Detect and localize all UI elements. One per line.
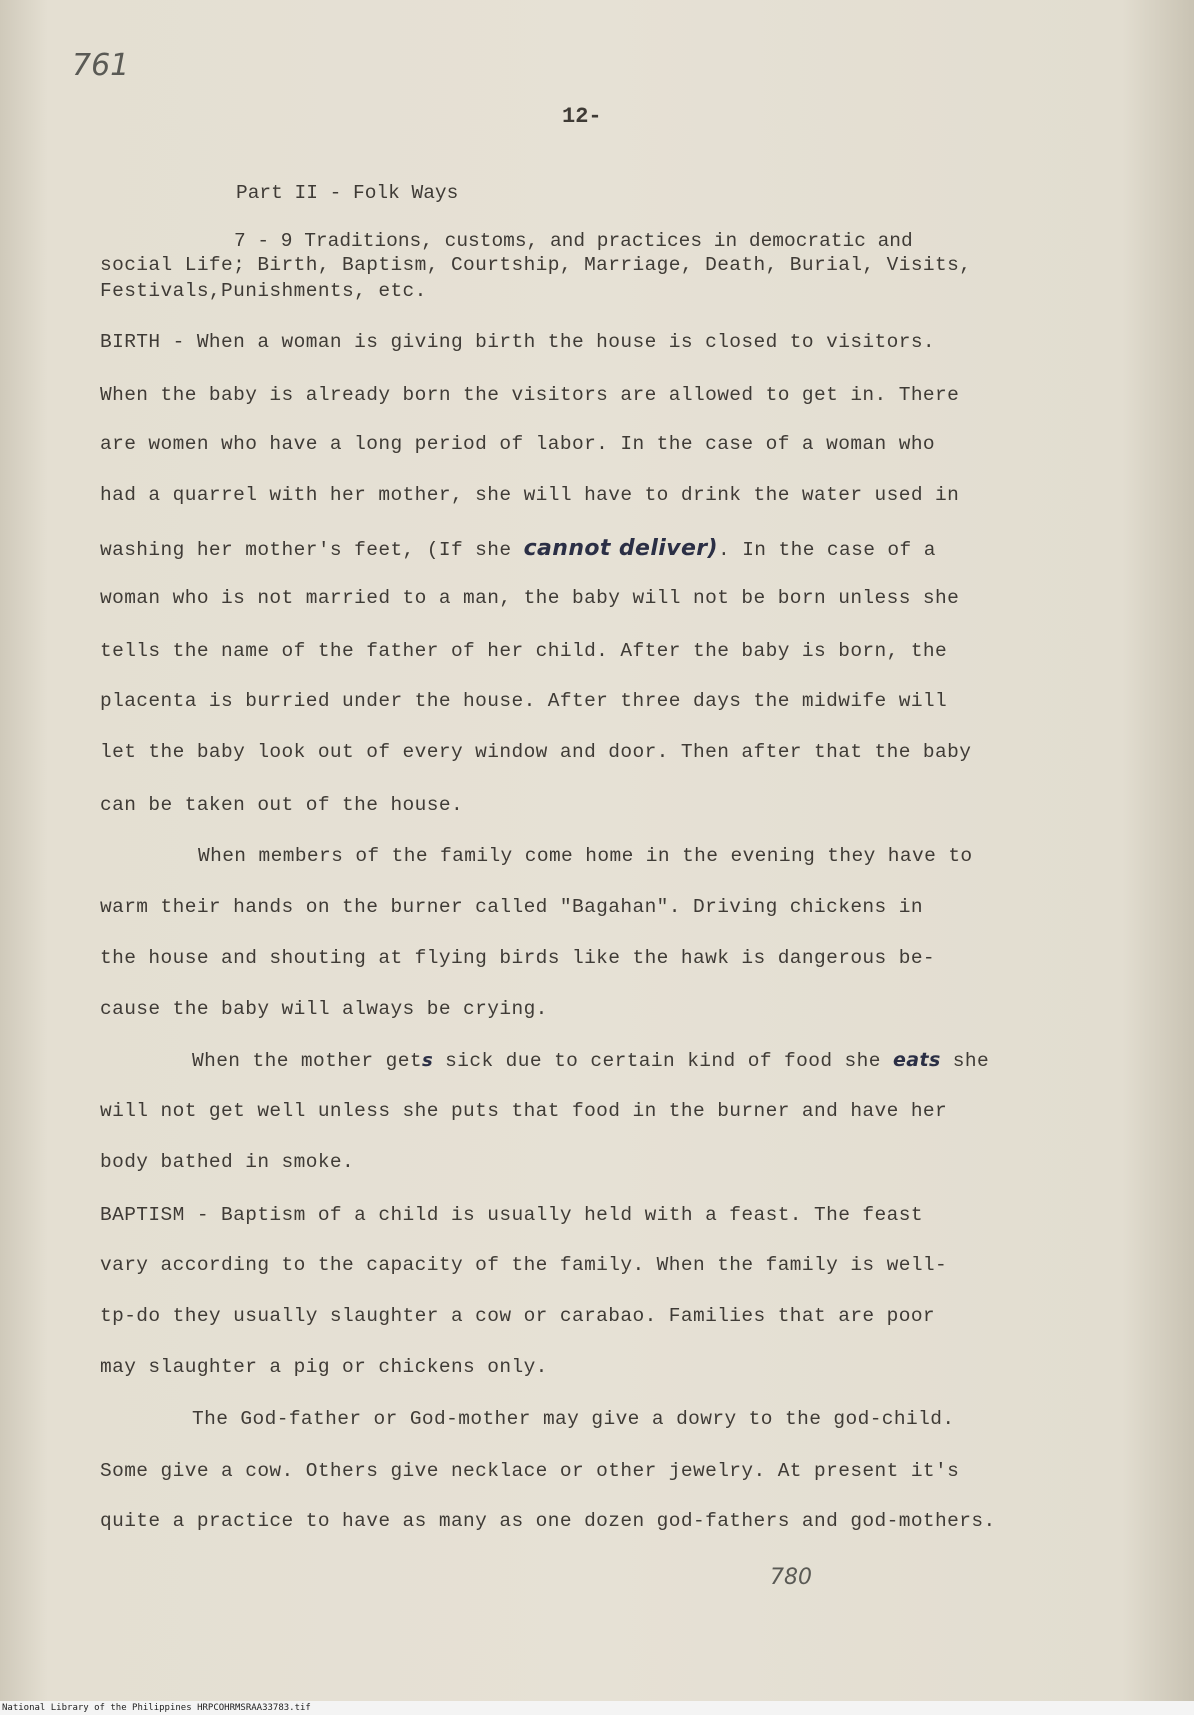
mother-line-1-end: she bbox=[940, 1050, 990, 1072]
mother-line-1-start: When the mother get bbox=[192, 1050, 422, 1072]
archive-footer: National Library of the Philippines HRPCOHRMSRAA33783.tif bbox=[0, 1701, 1194, 1715]
part-title: Part II - Folk Ways bbox=[236, 182, 459, 204]
birth-line-7: tells the name of the father of her child. After the baby is born, the bbox=[100, 640, 948, 662]
handwritten-page-note: 761 bbox=[72, 48, 130, 83]
godfather-line-3: quite a practice to have as many as one dozen god-fathers and god-mothers. bbox=[100, 1510, 996, 1532]
mother-line-3: body bathed in smoke. bbox=[100, 1151, 355, 1173]
birth-line-1: BIRTH - When a woman is giving birth the house is closed to visitors. bbox=[100, 331, 936, 353]
birth-line-5-start: washing her mother's feet, (If she bbox=[100, 539, 512, 561]
mother-line-1 bbox=[192, 1049, 989, 1072]
baptism-line-2: vary according to the capacity of the family. When the family is well- bbox=[100, 1254, 948, 1276]
birth-line-5-end: . In the case of a bbox=[718, 539, 936, 561]
intro-line-1: 7 - 9 Traditions, customs, and practices in democratic and bbox=[234, 230, 913, 252]
members-line-1: When members of the family come home in the evening they have to bbox=[198, 845, 973, 867]
birth-line-3: are women who have a long period of labor. In the case of a woman who bbox=[100, 433, 936, 455]
handwritten-eats: eats bbox=[892, 1049, 941, 1071]
mother-line-1-mid: sick due to certain kind of food she bbox=[433, 1050, 881, 1072]
birth-line-4: had a quarrel with her mother, she will have to drink the water used in bbox=[100, 484, 960, 506]
baptism-line-1: BAPTISM - Baptism of a child is usually held with a feast. The feast bbox=[100, 1204, 923, 1226]
page-number: 12- bbox=[562, 104, 602, 129]
baptism-line-4: may slaughter a pig or chickens only. bbox=[100, 1356, 548, 1378]
members-line-3: the house and shouting at flying birds like the hawk is dangerous be- bbox=[100, 947, 936, 969]
intro-line-2: social Life; Birth, Baptism, Courtship, Marriage, Death, Burial, Visits, bbox=[100, 254, 972, 276]
intro-line-3: Festivals,Punishments, etc. bbox=[100, 280, 427, 302]
members-line-4: cause the baby will always be crying. bbox=[100, 998, 548, 1020]
godfather-line-1: The God-father or God-mother may give a dowry to the god-child. bbox=[192, 1408, 955, 1430]
members-line-2: warm their hands on the burner called "Bagahan". Driving chickens in bbox=[100, 896, 923, 918]
handwritten-insertion: cannot deliver) bbox=[523, 536, 718, 561]
birth-line-10: can be taken out of the house. bbox=[100, 794, 464, 816]
baptism-line-3: tp-do they usually slaughter a cow or carabao. Families that are poor bbox=[100, 1305, 936, 1327]
birth-line-8: placenta is burried under the house. After three days the midwife will bbox=[100, 690, 948, 712]
birth-line-2: When the baby is already born the visitors are allowed to get in. There bbox=[100, 384, 960, 406]
mother-line-2: will not get well unless she puts that food in the burner and have her bbox=[100, 1100, 948, 1122]
handwritten-page-note-bottom: 780 bbox=[770, 1565, 812, 1590]
birth-line-5 bbox=[100, 536, 936, 561]
birth-line-9: let the baby look out of every window and door. Then after that the baby bbox=[100, 741, 972, 763]
birth-line-6: woman who is not married to a man, the baby will not be born unless she bbox=[100, 587, 960, 609]
handwritten-s: s bbox=[421, 1050, 434, 1071]
godfather-line-2: Some give a cow. Others give necklace or other jewelry. At present it's bbox=[100, 1460, 960, 1482]
